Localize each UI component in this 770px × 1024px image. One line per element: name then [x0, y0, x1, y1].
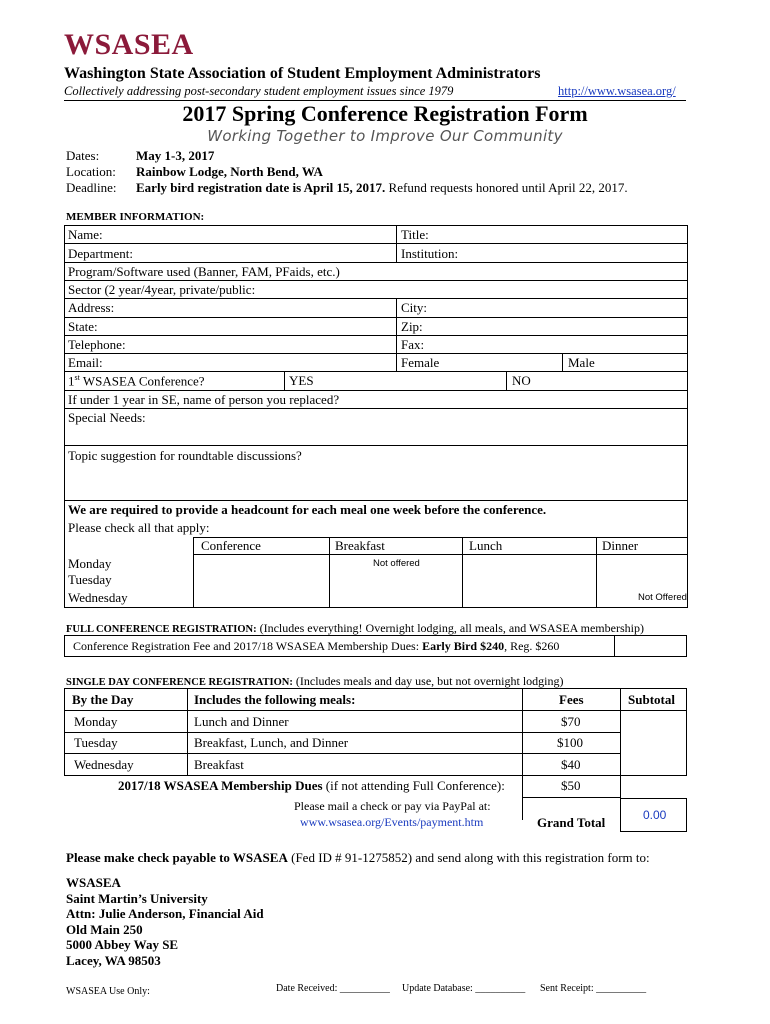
meal-row-monday: Monday: [68, 556, 112, 571]
address-line: Lacey, WA 98503: [66, 952, 161, 968]
row-fee: $40: [561, 757, 581, 772]
row-day: Tuesday: [74, 735, 118, 750]
institution-field[interactable]: Institution:: [401, 246, 459, 261]
address-line: WSASEA: [66, 875, 121, 890]
single-day-desc: (Includes meals and day use, but not overnight lodging): [295, 674, 564, 688]
full-reg-desc: (Includes everything! Overnight lodging, all meals, and WSASEA membership): [259, 621, 644, 635]
row-fee: $70: [561, 714, 581, 729]
page-title: 2017 Spring Conference Registration Form: [182, 101, 588, 126]
membership-dues-line: [118, 778, 505, 794]
first-conference-question: [68, 373, 205, 389]
payment-instructions: [66, 850, 650, 866]
membership-bold: 2017/18 WSASEA Membership Dues: [118, 778, 323, 793]
special-needs-field[interactable]: Special Needs:: [68, 410, 146, 425]
dinner-not-offered: Not Offered: [638, 592, 687, 603]
deadline-value: [136, 180, 628, 196]
membership-rest: (if not attending Full Conference):: [325, 778, 505, 793]
telephone-field[interactable]: Telephone:: [68, 337, 126, 352]
female-option[interactable]: Female: [401, 355, 440, 370]
page-motto: Working Together to Improve Our Community: [207, 127, 563, 145]
use-only-label: WSASEA Use Only:: [66, 986, 150, 997]
full-reg-heading: [66, 621, 644, 636]
fax-field[interactable]: Fax:: [401, 337, 425, 352]
breakfast-not-offered: Not offered: [373, 558, 420, 569]
regular-price: , Reg. $260: [504, 639, 560, 653]
address-line: 5000 Abbey Way SE: [66, 937, 179, 952]
row-day: Monday: [74, 714, 118, 729]
single-day-heading: [66, 674, 563, 689]
row-meals: Lunch and Dinner: [194, 714, 289, 729]
headcount-note: We are required to provide a headcount for each meal one week before the conference.: [68, 502, 547, 517]
paypal-link[interactable]: www.wsasea.org/Events/payment.htm: [300, 815, 484, 829]
dates-value: May 1-3, 2017: [136, 148, 215, 163]
membership-fee: $50: [561, 778, 581, 793]
topic-suggestion-field[interactable]: Topic suggestion for roundtable discussions?: [68, 448, 302, 463]
early-bird-price: Early Bird $240: [422, 639, 505, 653]
under-one-year-field[interactable]: If under 1 year in SE, name of person you replaced?: [68, 392, 340, 407]
meal-col-dinner: Dinner: [602, 538, 639, 553]
grand-total-label: Grand Total: [537, 815, 606, 830]
first-conf-sup: st: [74, 373, 80, 382]
meal-row-tuesday: Tuesday: [68, 572, 112, 587]
grand-total-value[interactable]: 0.00: [643, 808, 667, 822]
full-reg-amount-cell[interactable]: [615, 636, 686, 656]
date-received-field[interactable]: Date Received: __________: [276, 983, 390, 994]
yes-option[interactable]: YES: [289, 373, 314, 388]
zip-field[interactable]: Zip:: [401, 319, 423, 334]
name-field[interactable]: Name:: [68, 227, 103, 242]
meal-col-lunch: Lunch: [469, 538, 503, 553]
member-section-title: MEMBER INFORMATION:: [66, 211, 205, 223]
meal-col-conference: Conference: [201, 538, 261, 553]
no-option[interactable]: NO: [512, 373, 531, 388]
payment-rest: (Fed ID # 91-1275852) and send along with this registration form to:: [291, 850, 650, 865]
update-database-field[interactable]: Update Database: __________: [402, 983, 526, 994]
check-all-note: Please check all that apply:: [68, 520, 210, 535]
col-fees: Fees: [559, 692, 584, 707]
address-line: Attn: Julie Anderson, Financial Aid: [66, 906, 264, 921]
male-option[interactable]: Male: [568, 355, 595, 370]
row-meals: Breakfast, Lunch, and Dinner: [194, 735, 349, 750]
lunch-check-cells[interactable]: [463, 555, 595, 607]
payment-bold: Please make check payable to WSASEA: [66, 850, 288, 865]
col-by-the-day: By the Day: [72, 692, 134, 707]
col-subtotal: Subtotal: [628, 692, 675, 707]
location-value: Rainbow Lodge, North Bend, WA: [136, 164, 323, 179]
meal-col-breakfast: Breakfast: [335, 538, 385, 553]
full-reg-fee-text: Conference Registration Fee and 2017/18 WSASEA Membership Dues:: [73, 639, 420, 653]
title-field[interactable]: Title:: [401, 227, 429, 242]
org-name: Washington State Association of Student Employment Administrators: [64, 65, 541, 82]
sector-field[interactable]: Sector (2 year/4year, private/public:: [68, 282, 256, 297]
city-field[interactable]: City:: [401, 300, 428, 315]
row-fee: $100: [557, 735, 583, 750]
website-link[interactable]: http://www.wsasea.org/: [558, 84, 676, 98]
full-reg-fee-line: [73, 639, 559, 654]
col-meals: Includes the following meals:: [194, 692, 356, 707]
full-reg-title: FULL CONFERENCE REGISTRATION:: [66, 624, 257, 635]
address-line: Saint Martin’s University: [66, 890, 208, 906]
location-label: Location:: [66, 164, 116, 179]
first-conf-num: 1: [68, 373, 75, 389]
sent-receipt-field[interactable]: Sent Receipt: __________: [540, 983, 647, 994]
email-field[interactable]: Email:: [68, 355, 103, 370]
department-field[interactable]: Department:: [68, 246, 133, 261]
row-day: Wednesday: [74, 757, 134, 772]
deadline-label: Deadline:: [66, 180, 117, 195]
row-meals: Breakfast: [194, 757, 244, 772]
first-conf-text: WSASEA Conference?: [82, 373, 205, 389]
program-field[interactable]: Program/Software used (Banner, FAM, PFaids, etc.): [68, 264, 340, 279]
meal-row-wednesday: Wednesday: [68, 590, 128, 605]
address-line: Old Main 250: [66, 921, 143, 937]
address-field[interactable]: Address:: [68, 300, 115, 315]
deadline-bold: Early bird registration date is April 15, 2017.: [136, 180, 386, 195]
org-tagline: Collectively addressing post-secondary student employment issues since 1979: [64, 84, 454, 98]
mail-instruction: Please mail a check or pay via PayPal at:: [294, 799, 491, 813]
state-field[interactable]: State:: [68, 319, 98, 334]
deadline-rest: Refund requests honored until April 22, 2017.: [388, 180, 628, 195]
dates-label: Dates:: [66, 148, 100, 163]
mailing-address: [66, 875, 264, 968]
conference-check-cells[interactable]: [194, 555, 328, 607]
org-logo: WSASEA: [64, 28, 194, 61]
single-day-title: SINGLE DAY CONFERENCE REGISTRATION:: [66, 677, 293, 688]
